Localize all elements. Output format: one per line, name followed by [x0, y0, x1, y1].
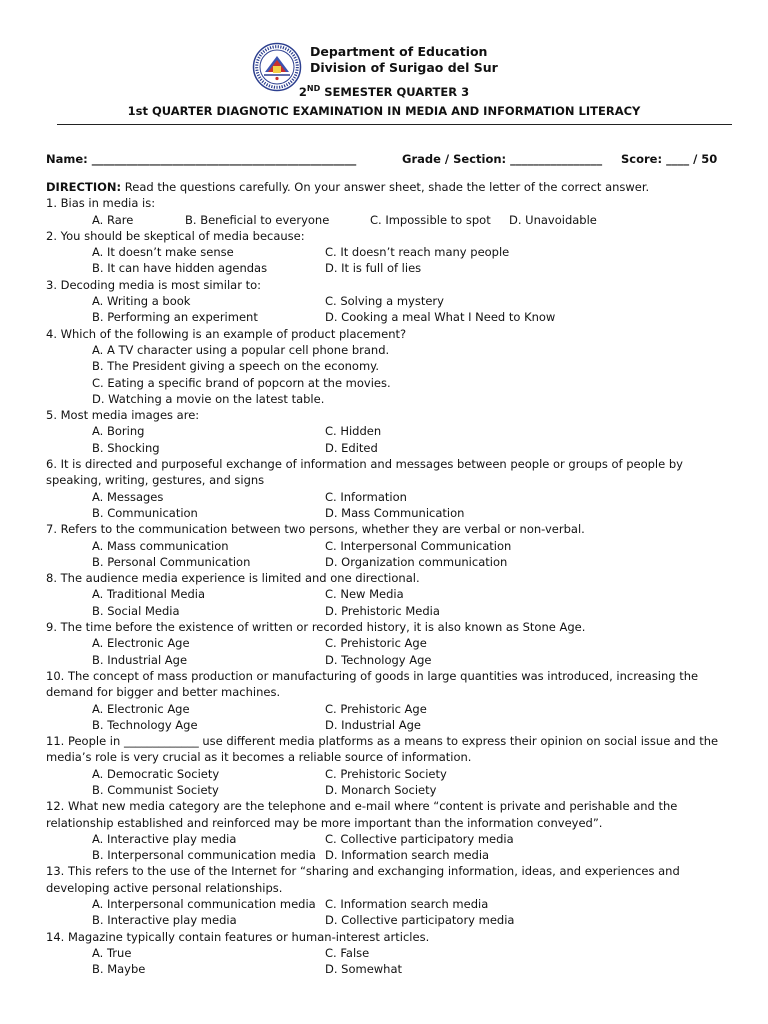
- option-d[interactable]: D. Organization communication: [325, 554, 508, 569]
- question-stem: 1. Bias in media is:: [46, 196, 156, 211]
- options-row: [46, 554, 726, 570]
- option-a[interactable]: A. Interpersonal communication media: [92, 897, 316, 912]
- options-row: [46, 831, 726, 847]
- options-row: [46, 293, 726, 309]
- option-c[interactable]: C. Prehistoric Society: [325, 766, 447, 781]
- option-d[interactable]: D. Somewhat: [325, 962, 403, 977]
- option-d[interactable]: D. Industrial Age: [325, 717, 421, 732]
- option-c[interactable]: C. Solving a mystery: [325, 294, 444, 309]
- semester-ordinal-suffix: ND: [306, 84, 321, 94]
- question-stem: 4. Which of the following is an example of product placement?: [46, 326, 407, 341]
- option-d[interactable]: D. Collective participatory media: [325, 913, 515, 928]
- division-name: Division of Surigao del Sur: [310, 60, 498, 75]
- semester-heading: [0, 85, 768, 99]
- header-divider: [57, 124, 732, 125]
- options-row: [46, 505, 726, 521]
- semester-number: 2: [298, 85, 307, 99]
- option-b[interactable]: B. Technology Age: [92, 717, 198, 732]
- option-b[interactable]: B. Social Media: [92, 603, 180, 618]
- direction-text: [46, 179, 726, 195]
- option-d[interactable]: D. Monarch Society: [325, 782, 437, 797]
- option-a[interactable]: A. Writing a book: [92, 294, 191, 309]
- option-d[interactable]: D. Mass Communication: [325, 505, 465, 520]
- direction-body: Read the questions carefully. On your answer sheet, shade the letter of the correct answer.: [121, 180, 650, 194]
- option-a[interactable]: A. A TV character using a popular cell phone brand.: [92, 342, 390, 357]
- option-b[interactable]: B. Shocking: [92, 440, 160, 455]
- option-b[interactable]: B. Communist Society: [92, 782, 219, 797]
- option-c[interactable]: C. Prehistoric Age: [325, 636, 427, 651]
- question-stem: 5. Most media images are:: [46, 408, 200, 423]
- option-c[interactable]: C. Hidden: [325, 424, 382, 439]
- questions-section: [46, 179, 726, 978]
- options-row: [46, 260, 726, 276]
- option-c[interactable]: C. Prehistoric Age: [325, 701, 427, 716]
- options-row: [46, 896, 726, 912]
- options-row: [46, 212, 726, 228]
- option-d[interactable]: D. Technology Age: [325, 652, 432, 667]
- option-b[interactable]: B. Performing an experiment: [92, 310, 258, 325]
- option-c[interactable]: C. Information search media: [325, 897, 489, 912]
- option-d[interactable]: D. Edited: [325, 440, 378, 455]
- option-a[interactable]: A. Electronic Age: [92, 636, 190, 651]
- option-d[interactable]: D. It is full of lies: [325, 261, 422, 276]
- option-b[interactable]: B. Maybe: [92, 962, 146, 977]
- option-c[interactable]: C. False: [325, 945, 370, 960]
- option-c[interactable]: C. It doesn’t reach many people: [325, 245, 510, 260]
- option-d[interactable]: D. Unavoidable: [509, 212, 597, 227]
- options-row: [46, 309, 726, 325]
- option-a[interactable]: A. Boring: [92, 424, 145, 439]
- direction-label: DIRECTION:: [46, 180, 122, 194]
- question-stem: 14. Magazine typically contain features or human-interest articles.: [46, 929, 430, 944]
- name-field[interactable]: Name: ______________________________________________: [46, 152, 357, 166]
- options-row: [46, 244, 726, 260]
- options-row: [46, 717, 726, 733]
- question-stem: 2. You should be skeptical of media because:: [46, 228, 305, 243]
- options-row: [46, 538, 726, 554]
- option-c[interactable]: C. Eating a specific brand of popcorn at the movies.: [92, 375, 391, 390]
- option-a[interactable]: A. Interactive play media: [92, 831, 237, 846]
- options-row: [46, 912, 726, 928]
- option-a[interactable]: A. Messages: [92, 489, 164, 504]
- options-row: [46, 847, 726, 863]
- options-row: [46, 652, 726, 668]
- option-a[interactable]: A. Traditional Media: [92, 587, 206, 602]
- options-row: [46, 423, 726, 439]
- option-b[interactable]: B. The President giving a speech on the economy.: [92, 359, 379, 374]
- option-b[interactable]: B. Communication: [92, 505, 198, 520]
- question-stem: 6. It is directed and purposeful exchange of information and messages between people or groups of people by speaking, writing, gestures, and signs: [46, 457, 683, 488]
- question-stem: 10. The concept of mass production or manufacturing of goods in large quantities was introduced, increasing the demand for bigger and better machines.: [46, 668, 699, 700]
- option-b[interactable]: B. Industrial Age: [92, 652, 188, 667]
- options-row: [46, 440, 726, 456]
- option-b[interactable]: B. Beneficial to everyone: [185, 212, 330, 227]
- options-row: [46, 603, 726, 619]
- score-field[interactable]: Score: ____ / 50: [621, 152, 718, 166]
- option-a[interactable]: A. It doesn’t make sense: [92, 245, 234, 260]
- question-stem: 7. Refers to the communication between two persons, whether they are verbal or non-verbal.: [46, 522, 585, 537]
- semester-text: SEMESTER QUARTER 3: [320, 85, 470, 99]
- option-b[interactable]: B. Personal Communication: [92, 554, 251, 569]
- question-stem: 11. People in _____________ use different media platforms as a means to express their opinion on social issue and the media’s role is very crucial as it becomes a reliable source of information.: [46, 734, 719, 765]
- options-row: [46, 586, 726, 602]
- option-b[interactable]: B. It can have hidden agendas: [92, 261, 268, 276]
- question-stem: 3. Decoding media is most similar to:: [46, 277, 261, 292]
- exam-title: 1st QUARTER DIAGNOTIC EXAMINATION IN MEDIA AND INFORMATION LITERACY: [127, 104, 641, 118]
- option-b[interactable]: B. Interactive play media: [92, 913, 237, 928]
- option-d[interactable]: D. Information search media: [325, 848, 490, 863]
- option-d[interactable]: D. Prehistoric Media: [325, 603, 440, 618]
- option-a[interactable]: A. Electronic Age: [92, 701, 190, 716]
- options-row: [46, 766, 726, 782]
- option-c[interactable]: C. Information: [325, 489, 407, 504]
- option-c[interactable]: C. Interpersonal Communication: [325, 538, 512, 553]
- option-c[interactable]: C. Impossible to spot: [370, 212, 491, 227]
- grade-section-field[interactable]: Grade / Section: ________________: [402, 152, 603, 166]
- options-row: [46, 701, 726, 717]
- question-stem: 13. This refers to the use of the Internet for “sharing and exchanging information, ideas, and experiences and developing active personal relationships.: [46, 864, 680, 895]
- option-c[interactable]: C. Collective participatory media: [325, 831, 514, 846]
- option-c[interactable]: C. New Media: [325, 587, 404, 602]
- option-b[interactable]: B. Interpersonal communication media: [92, 848, 316, 863]
- question-stem: 9. The time before the existence of written or recorded history, it is also known as Stone Age.: [46, 620, 586, 635]
- option-d[interactable]: D. Watching a movie on the latest table.: [92, 391, 325, 406]
- options-row: [46, 961, 726, 977]
- department-name: Department of Education: [310, 44, 488, 59]
- options-row: [46, 945, 726, 961]
- option-a[interactable]: A. Rare: [92, 212, 134, 227]
- question-stem: 12. What new media category are the telephone and e-mail where “content is private and perishable and the relationship established and reinforced may be more important than the information conveyed”.: [46, 799, 678, 830]
- option-a[interactable]: A. Democratic Society: [92, 766, 220, 781]
- options-row: [46, 782, 726, 798]
- options-row: [46, 635, 726, 651]
- options-row: [46, 489, 726, 505]
- option-a[interactable]: A. Mass communication: [92, 538, 229, 553]
- option-a[interactable]: A. True: [92, 945, 132, 960]
- option-d[interactable]: D. Cooking a meal What I Need to Know: [325, 310, 556, 325]
- question-stem: 8. The audience media experience is limited and one directional.: [46, 571, 420, 586]
